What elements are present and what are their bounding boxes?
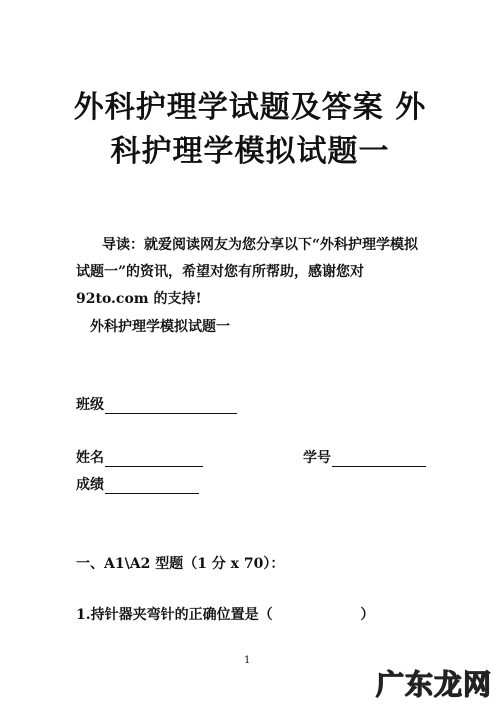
name-label: 姓名	[76, 450, 104, 466]
score-blank-line	[105, 479, 199, 494]
question-1: 1.持针器夹弯针的正确位置是（ ）	[76, 607, 375, 623]
name-field	[76, 447, 203, 467]
page-number: 1	[244, 655, 251, 666]
class-field	[76, 394, 237, 414]
section-heading: 一、A1\A2 型题（1 分 x 70）：	[76, 556, 285, 572]
student-id-label: 学号	[303, 450, 331, 466]
class-label: 班级	[76, 397, 104, 413]
student-id-field	[303, 447, 426, 467]
name-blank-line	[105, 452, 203, 467]
site-watermark-logo: 广东龙网	[375, 668, 492, 701]
score-field	[76, 474, 199, 494]
intro-paragraph: 导读：就爱阅读网友为您分享以下“外科护理学模拟试题一”的资讯，希望对您有所帮助，感谢您对 92to.com 的支持!	[76, 237, 419, 307]
document-subtitle: 外科护理学模拟试题一	[90, 319, 230, 335]
score-label: 成绩	[76, 477, 104, 493]
student-id-blank-line	[332, 452, 426, 467]
document-title-line-2: 科护理学模拟试题一	[110, 134, 390, 169]
document-title-line-1: 外科护理学试题及答案 外	[73, 90, 427, 125]
class-blank-line	[105, 399, 237, 414]
